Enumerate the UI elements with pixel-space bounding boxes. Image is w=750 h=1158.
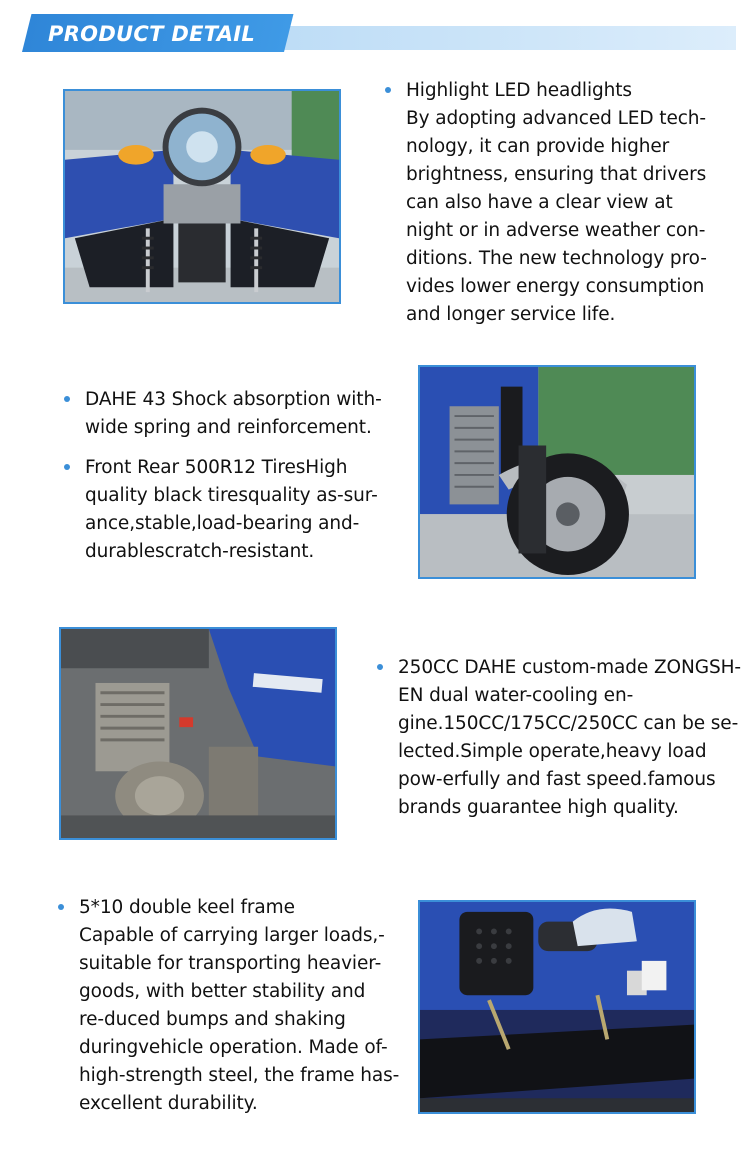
shock-tire-description xyxy=(61,386,406,566)
headlight-photo xyxy=(63,89,341,304)
page-title: PRODUCT DETAIL xyxy=(48,22,256,46)
engine-photo xyxy=(59,627,337,840)
list-item: 5*10 double keel frame Capable of carrying larger loads,- suitable for transporting heavier- goods, with better stability and re-duced bumps and shaking duringvehicle operation. Made of- high-strength steel, the frame has- excellent durability. xyxy=(55,894,410,1118)
list-item: Front Rear 500R12 TiresHigh quality black tiresquality as-sur- ance,stable,load-bearing and- durablescratch-resistant. xyxy=(61,454,406,566)
bullet-icon xyxy=(385,87,391,93)
header-band xyxy=(262,26,736,50)
bullet-icon xyxy=(377,664,383,670)
shock-absorber-tire-photo xyxy=(418,365,696,579)
list-item: 250CC DAHE custom-made ZONGSH- EN dual water-cooling en- gine.150CC/175CC/250CC can be se- lected.Simple operate,heavy load pow-erfully and fast speed.famous brands guarantee high quality. xyxy=(374,654,742,822)
bullet-icon xyxy=(64,464,70,470)
list-item: DAHE 43 Shock absorption with- wide spring and reinforcement. xyxy=(61,386,406,442)
engine-description xyxy=(374,654,742,822)
bullet-icon xyxy=(58,904,64,910)
bullet-icon xyxy=(64,396,70,402)
frame-photo xyxy=(418,900,696,1114)
frame-description xyxy=(55,894,410,1118)
headlight-description xyxy=(382,77,732,329)
list-item: Highlight LED headlights By adopting advanced LED tech- nology, it can provide higher brightness, ensuring that drivers can also have a clear view at night or in adverse weather con- ditions. The new technology pro- vides lower energy consumption and longer service life. xyxy=(382,77,732,329)
